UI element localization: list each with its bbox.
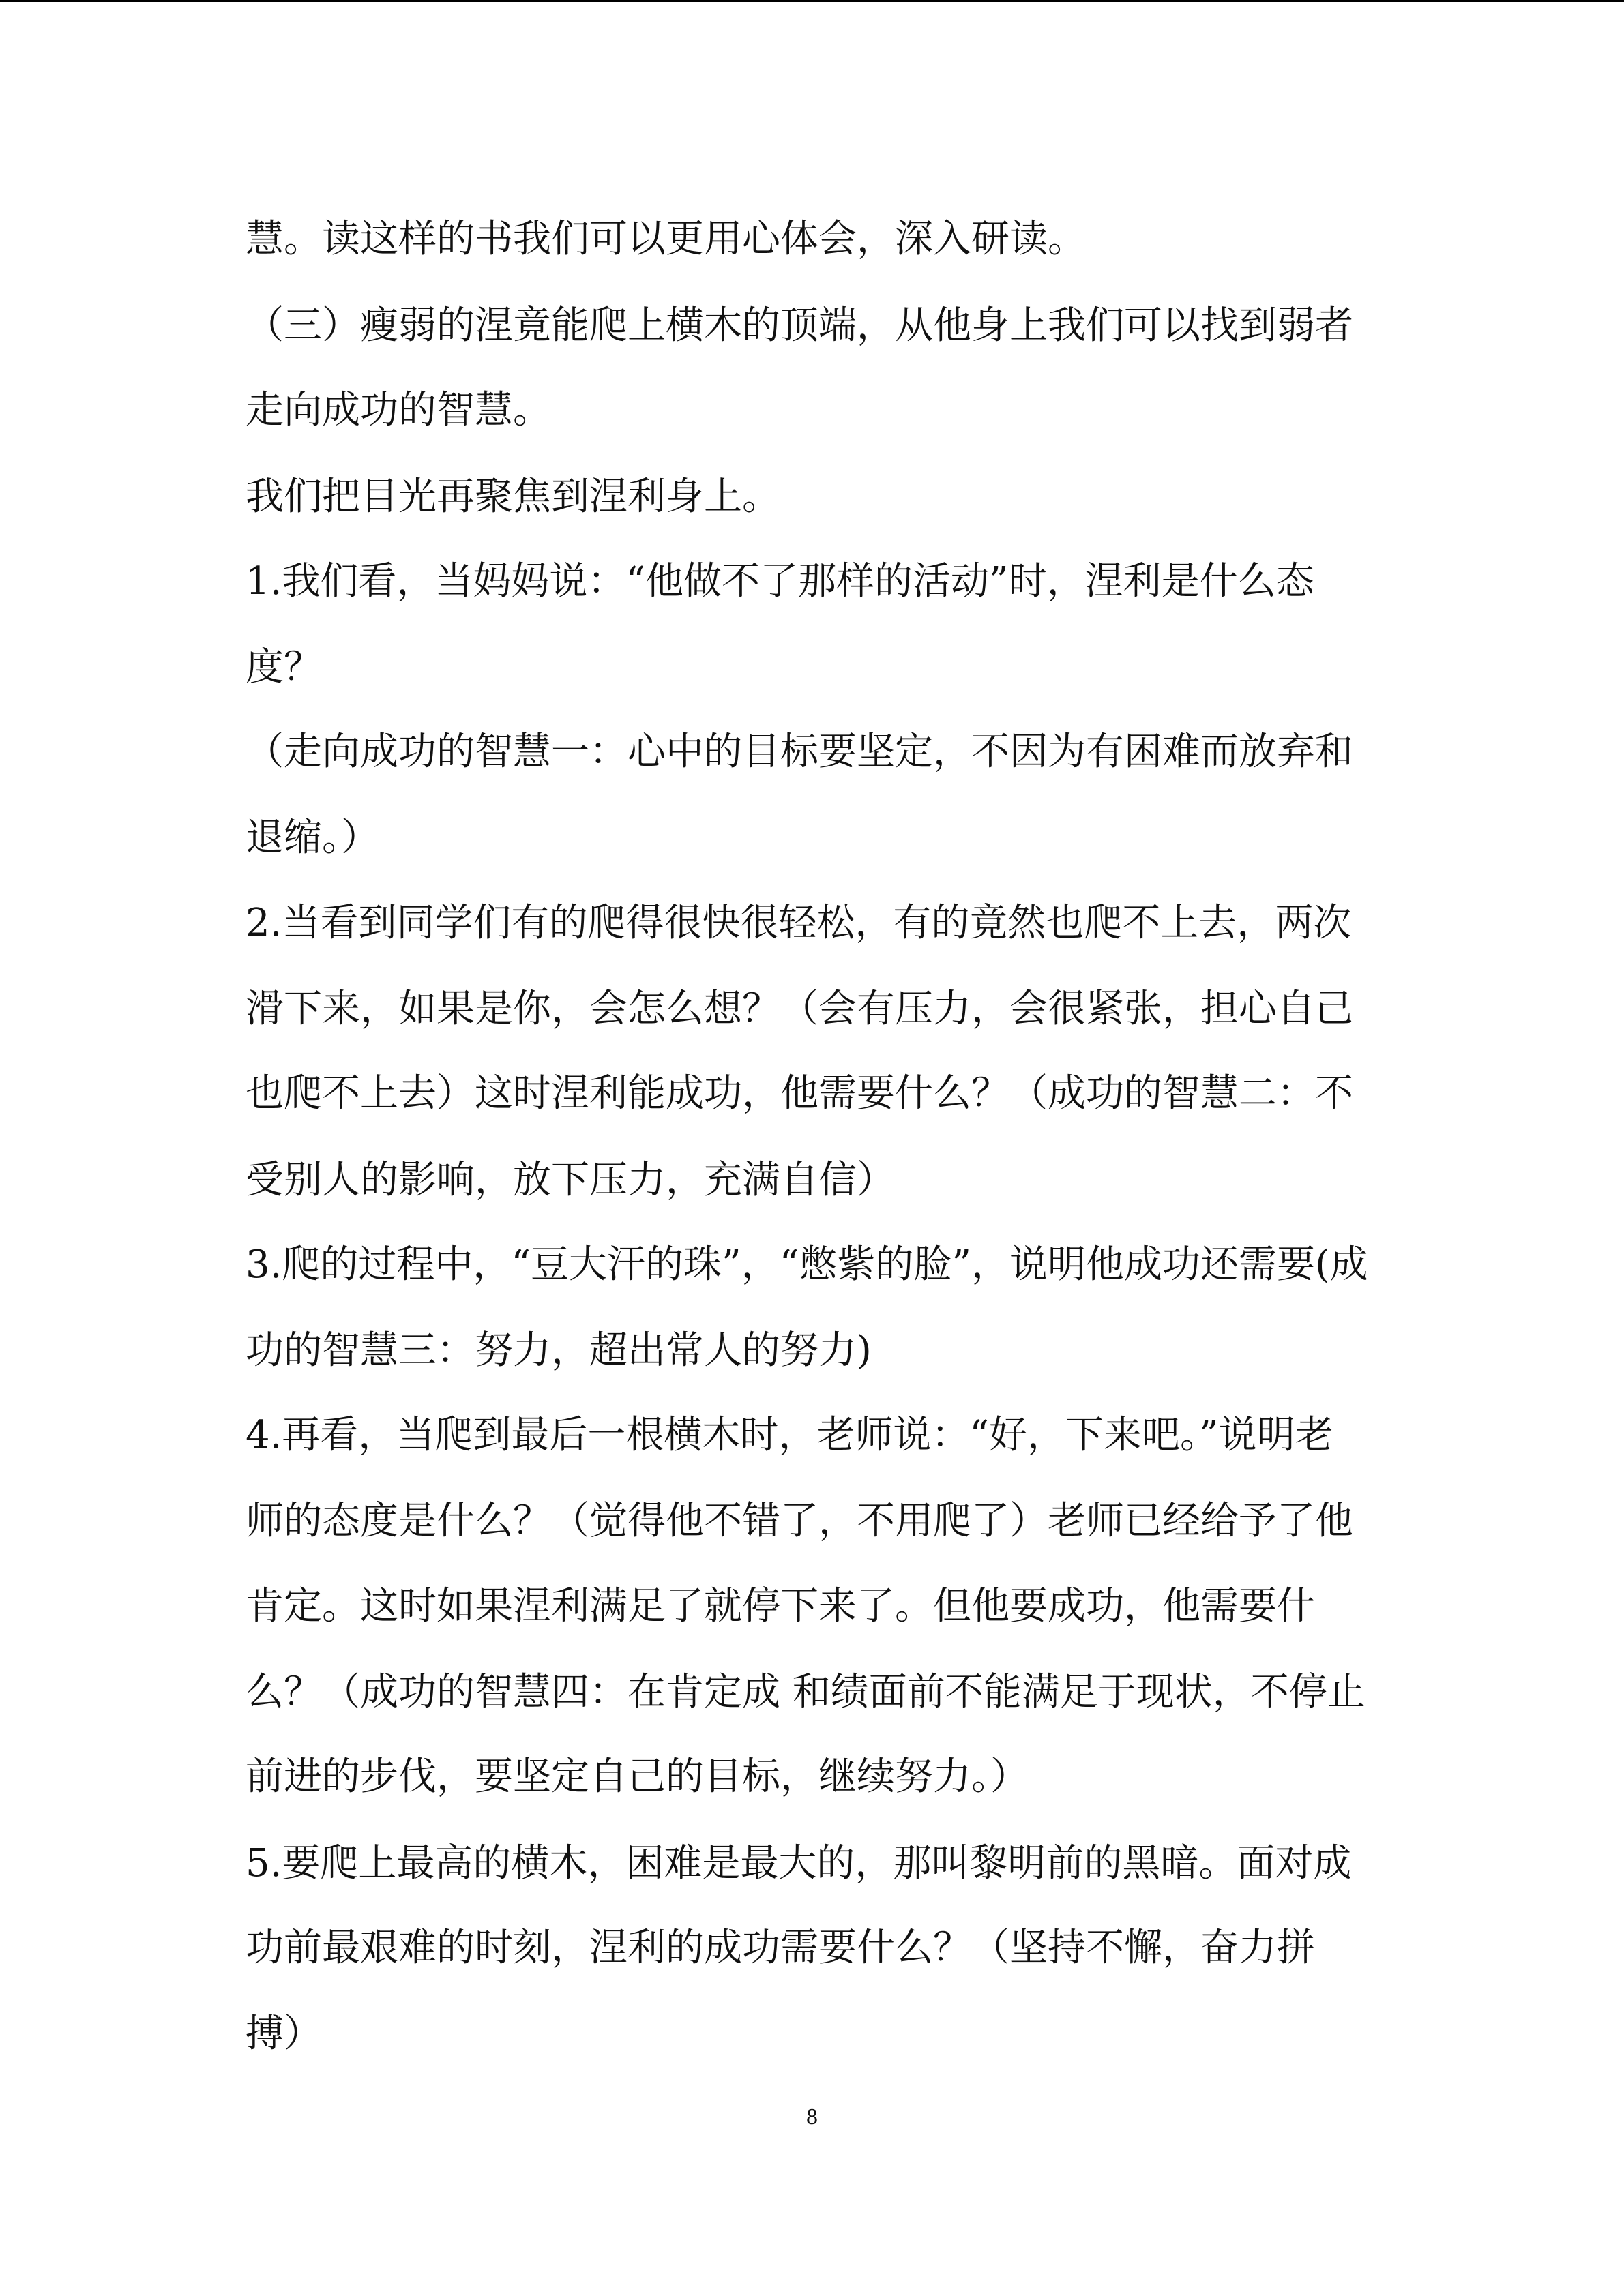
text-line: 5.要爬上最高的横木，困难是最大的，那叫黎明前的黑暗。面对成 <box>246 1841 1352 1885</box>
text-line: 功前最艰难的时刻，涅利的成功需要什么？（坚持不懈，奋力拼 <box>246 1926 1315 1970</box>
text-line: （三）瘦弱的涅竟能爬上横木的顶端，从他身上我们可以找到弱者 <box>246 303 1353 348</box>
text-line: 1.我们看，当妈妈说：“他做不了那样的活动”时，涅利是什么态 <box>246 559 1314 603</box>
text-line: 滑下来，如果是你，会怎么想？（会有压力，会很紧张，担心自己 <box>246 987 1353 1031</box>
text-line: 退缩。） <box>246 816 379 860</box>
text-line: 搏） <box>246 2012 322 2056</box>
text-line: （走向成功的智慧一：心中的目标要坚定，不因为有困难而放弃和 <box>246 730 1353 774</box>
text-line: 4.再看，当爬到最后一根横木时，老师说：“好，下来吧。”说明老 <box>246 1413 1333 1457</box>
text-line: 受别人的影响，放下压力，充满自信） <box>246 1158 895 1202</box>
text-line: 走向成功的智慧。 <box>246 388 551 432</box>
page-number: 8 <box>806 2104 818 2130</box>
text-line: 度？ <box>246 645 322 689</box>
text-line: 师的态度是什么？（觉得他不错了，不用爬了）老师已经给予了他 <box>246 1499 1353 1543</box>
text-line: 功的智慧三：努力，超出常人的努力) <box>246 1328 872 1373</box>
text-line: 也爬不上去）这时涅利能成功，他需要什么？（成功的智慧二：不 <box>246 1071 1353 1116</box>
text-line: 2.当看到同学们有的爬得很快很轻松，有的竟然也爬不上去，两次 <box>246 901 1352 945</box>
text-line: 慧。读这样的书我们可以更用心体会，深入研读。 <box>246 217 1086 261</box>
text-line: 肯定。这时如果涅利满足了就停下来了。但他要成功，他需要什 <box>246 1584 1315 1628</box>
text-line: 我们把目光再聚焦到涅利身上。 <box>246 475 780 519</box>
text-line: 前进的步伐，要坚定自己的目标，继续努力。） <box>246 1755 1029 1799</box>
text-line: 3.爬的过程中，“豆大汗的珠”，“憋紫的脸”，说明他成功还需要(成 <box>246 1242 1368 1287</box>
text-line: 么？（成功的智慧四：在肯定成 和绩面前不能满足于现状，不停止 <box>246 1670 1365 1714</box>
